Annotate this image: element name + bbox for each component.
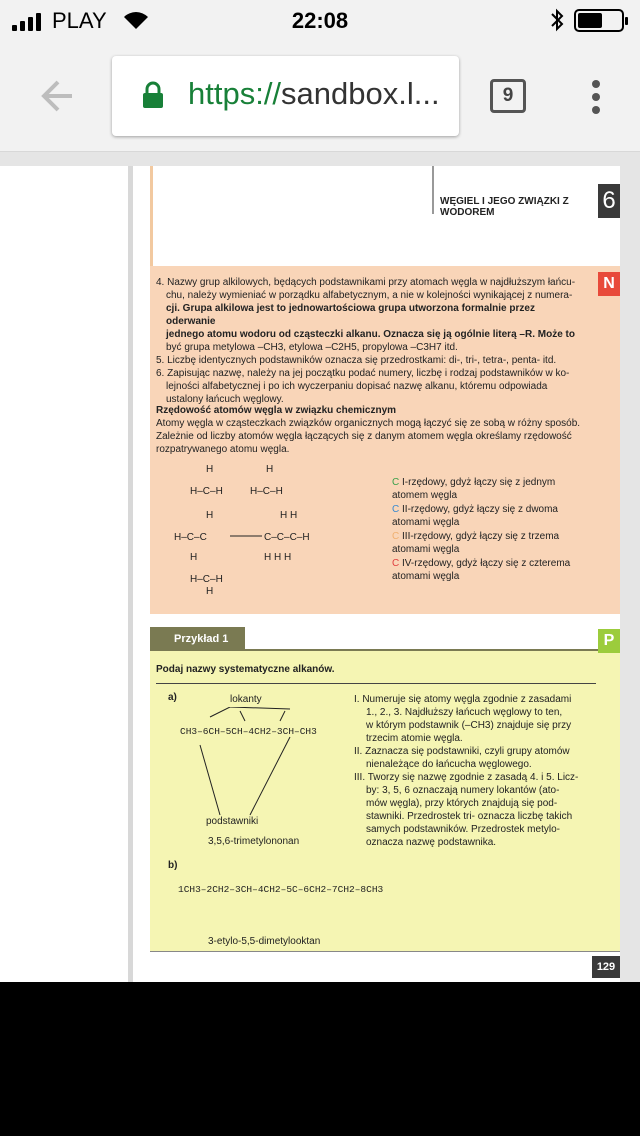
svg-text:H–C–H: H–C–H [250, 486, 283, 497]
step-line: nienależące do łańcucha węglowego. [366, 759, 532, 770]
order-line: Zależnie od liczby atomów węgla łączących się z danym atomem węgla określamy rzędowość [156, 431, 572, 442]
step-line: mów węgla), przy których znajdują się pod- [366, 798, 558, 809]
legend-c: C [392, 504, 400, 515]
menu-icon[interactable] [588, 78, 604, 116]
order-text [156, 417, 596, 456]
part-a-label: a) [168, 692, 177, 703]
chapter-number: 6 [598, 184, 620, 218]
legend-text: atomami węgla [392, 544, 460, 555]
back-arrow-icon[interactable] [38, 78, 76, 114]
order-line: Atomy węgla w cząsteczkach związków organicznych mogą łączyć się ze sobą w różny sposób. [156, 418, 581, 429]
legend-text: III-rzędowy, gdyż łączy się z trzema [402, 531, 560, 542]
rules-list [156, 276, 586, 406]
step-line: 1., 2., 3. Najdłuższy łańcuch węglowy to ten, [366, 707, 563, 718]
steps-list [354, 693, 584, 849]
rules-box [150, 266, 620, 614]
name-b: 3-etylo-5,5-dimetylooktan [208, 936, 321, 947]
dark-background [0, 982, 640, 1136]
lock-icon [142, 81, 164, 109]
svg-text:H H H: H H H [264, 552, 292, 563]
step-line: stawniki. Przedrostek tri- oznacza liczbę takich [366, 811, 573, 822]
structure-diagram [168, 460, 358, 596]
example-tab: Przykład 1 [150, 627, 245, 651]
podstawniki-label: podstawniki [206, 816, 259, 827]
step-line: w którym podstawnik (–CH3) znajduje się przy [366, 720, 572, 731]
bluetooth-icon [549, 8, 565, 32]
step-line: by: 3, 5, 6 oznaczają numery lokantów (ato- [366, 785, 560, 796]
badge-n: N [598, 272, 620, 296]
step-line: trzecim atomie węgla. [366, 733, 463, 744]
page-content [0, 152, 640, 1136]
chain-b: 1CH3–2CH2–3CH–4CH2–5C–6CH2–7CH2–8CH3 [178, 884, 384, 895]
svg-text:H: H [206, 510, 214, 521]
svg-text:H: H [190, 552, 198, 563]
part-b-label: b) [168, 860, 178, 871]
page-number: 129 [592, 956, 620, 978]
url-field[interactable] [112, 56, 459, 136]
svg-text:H–C–C: H–C–C [174, 532, 207, 543]
order-title: Rzędowość atomów węgla w związku chemicznym [156, 405, 397, 416]
legend-text: I-rzędowy, gdyż łączy się z jednym [402, 477, 556, 488]
rule-line: cji. Grupa alkilowa jest to jednowartościowa grupa utworzona formalnie przez oderwanie [166, 303, 535, 327]
browser-toolbar [0, 42, 640, 152]
rule-line: 5. Liczbę identycznych podstawników oznacza się przedrostkami: di-, tri-, tetra-, penta- itd. [156, 355, 557, 366]
svg-text:H–C–H: H–C–H [190, 486, 223, 497]
rule-line: chu, należy wymieniać w porządku alfabetycznym, a nie w kolejności wynikającej z numera- [166, 290, 573, 301]
structure-a-lines [170, 707, 350, 819]
svg-text:H H: H H [280, 510, 298, 521]
svg-text:H: H [266, 464, 274, 475]
rule-line: 4. Nazwy grup alkilowych, będących podstawnikami przy atomach węgla w najdłuższym łańcu- [156, 277, 576, 288]
legend-text: atomami węgla [392, 517, 460, 528]
legend-text: atomami węgla [392, 571, 460, 582]
lokanty-label: lokanty [230, 694, 262, 705]
status-bar [0, 0, 640, 42]
carbon-order-legend [392, 476, 602, 583]
rule-line: 6. Zapisując nazwę, należy na jej początku podać numery, liczbę i rodzaj podstawników w ko- [156, 368, 570, 379]
legend-text: IV-rzędowy, gdyż łączy się z czterema [402, 558, 571, 569]
step-line: samych podstawników. Przedrostek metylo- [366, 824, 560, 835]
legend-c: C [392, 558, 400, 569]
badge-p: P [598, 629, 620, 653]
svg-text:H: H [206, 464, 214, 475]
rule-line: być grupa metylowa –CH3, etylowa –C2H5, propylowa –C3H7 itd. [166, 342, 458, 353]
legend-text: II-rzędowy, gdyż łączy się z dwoma [402, 504, 558, 515]
svg-text:H–C–H: H–C–H [190, 574, 223, 585]
url-text [188, 76, 440, 112]
chain-a: CH3–6CH–5CH–4CH2–3CH–CH3 [180, 726, 317, 737]
tab-switcher-button[interactable]: 9 [490, 79, 526, 113]
legend-c: C [392, 477, 400, 488]
clock: 22:08 [291, 8, 349, 33]
rule-line: ustalony łańcuch węglowy. [166, 394, 284, 405]
chapter-header: WĘGIEL I JEGO ZWIĄZKI Z WODOREM [440, 196, 569, 218]
step-line: II. Zaznacza się podstawniki, czyli grupy atomów [354, 746, 570, 757]
svg-text:C–C–C–H: C–C–C–H [264, 532, 310, 543]
step-line: III. Tworzy się nazwę zgodnie z zasadą 4. i 5. Licz- [354, 772, 579, 783]
battery-icon [574, 9, 624, 32]
carrier-label: PLAY [52, 8, 107, 33]
name-a: 3,5,6-trimetylononan [208, 836, 300, 847]
rule-line: jednego atomu wodoru od cząsteczki alkanu. Oznacza się ją ogólnie literą –R. Może to [166, 329, 575, 340]
step-line: oznacza nazwę podstawnika. [366, 837, 497, 848]
order-line: rozpatrywanego atomu węgla. [156, 444, 290, 455]
url-scheme: https:// [188, 76, 282, 111]
svg-text:H: H [206, 586, 214, 596]
url-host: sandbox.l... [281, 76, 440, 111]
legend-text: atomem węgla [392, 490, 458, 501]
rule-line: lejności alfabetycznej i po ich wyczerpaniu dopisać nazwę alkanu, któremu odpowiada [166, 381, 548, 392]
legend-c: C [392, 531, 400, 542]
example-task: Podaj nazwy systematyczne alkanów. [156, 664, 335, 675]
step-line: I. Numeruje się atomy węgla zgodnie z zasadami [354, 694, 572, 705]
